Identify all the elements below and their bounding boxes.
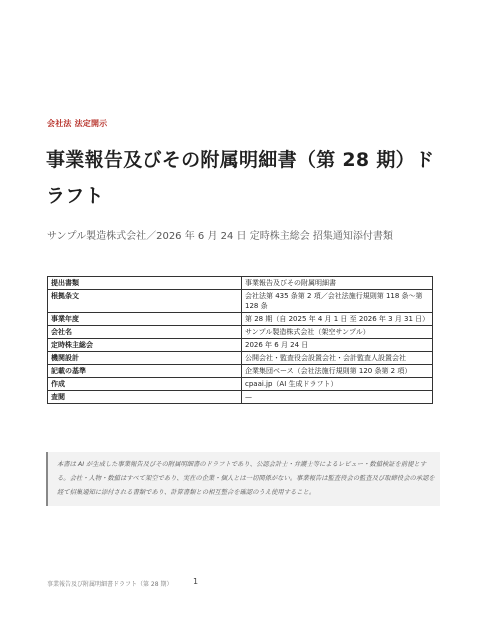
- row-value: サンプル製造株式会社（架空サンプル）: [242, 326, 433, 339]
- table-row: [48, 378, 433, 391]
- table-row: [48, 313, 433, 326]
- document-title: 事業報告及びその附属明細書（第 28 期）ドラフト: [46, 149, 435, 207]
- row-key: 提出書類: [48, 277, 242, 290]
- document-info-table: [47, 276, 433, 404]
- row-value: —: [242, 391, 433, 404]
- row-value: 会社法第 435 条第 2 項／会社法施行規則第 118 条〜第 128 条: [242, 290, 433, 313]
- table-row: [48, 290, 433, 313]
- row-key: 定時株主総会: [48, 339, 242, 352]
- document-subtitle: サンプル製造株式会社／2026 年 6 月 24 日 定時株主総会 招集通知添付書類: [47, 231, 393, 242]
- row-value: 企業集団ベース（会社法施行規則第 120 条第 2 項）: [242, 365, 433, 378]
- row-value: 事業報告及びその附属明細書: [242, 277, 433, 290]
- table-row: [48, 339, 433, 352]
- row-value: 2026 年 6 月 24 日: [242, 339, 433, 352]
- row-key: 根拠条文: [48, 290, 242, 313]
- row-value: cpaai.jp（AI 生成ドラフト）: [242, 378, 433, 391]
- footer-title: 事業報告及び附属明細書ドラフト（第 28 期）: [47, 581, 173, 588]
- row-key: 会社名: [48, 326, 242, 339]
- row-value: 第 28 期（自 2025 年 4 月 1 日 至 2026 年 3 月 31 日）: [242, 313, 433, 326]
- table-row: [48, 277, 433, 290]
- row-key: 記載の基準: [48, 365, 242, 378]
- table-row: [48, 365, 433, 378]
- disclaimer-note: 本書は AI が生成した事業報告及びその附属明細書のドラフトであり、公認会計士・弁護士等によるレビュー・数値検証を前提とする。会社・人物・数値はすべて架空であり、実在の企業・個人とは一切関係がない。事業報告は監査役会の監査及び取締役会の承認を経て招集通知に添付される書類であり、計算書類との相互整合を確認のうえ使用すること。: [46, 452, 440, 506]
- table-row: [48, 391, 433, 404]
- category-label: 会社法 法定開示: [47, 119, 108, 128]
- row-key: 作成: [48, 378, 242, 391]
- row-value: 公開会社・監査役会設置会社・会計監査人設置会社: [242, 352, 433, 365]
- page-number: 1: [193, 577, 199, 586]
- row-key: 機関設計: [48, 352, 242, 365]
- row-key: 事業年度: [48, 313, 242, 326]
- table-row: [48, 326, 433, 339]
- row-key: 査閲: [48, 391, 242, 404]
- table-row: [48, 352, 433, 365]
